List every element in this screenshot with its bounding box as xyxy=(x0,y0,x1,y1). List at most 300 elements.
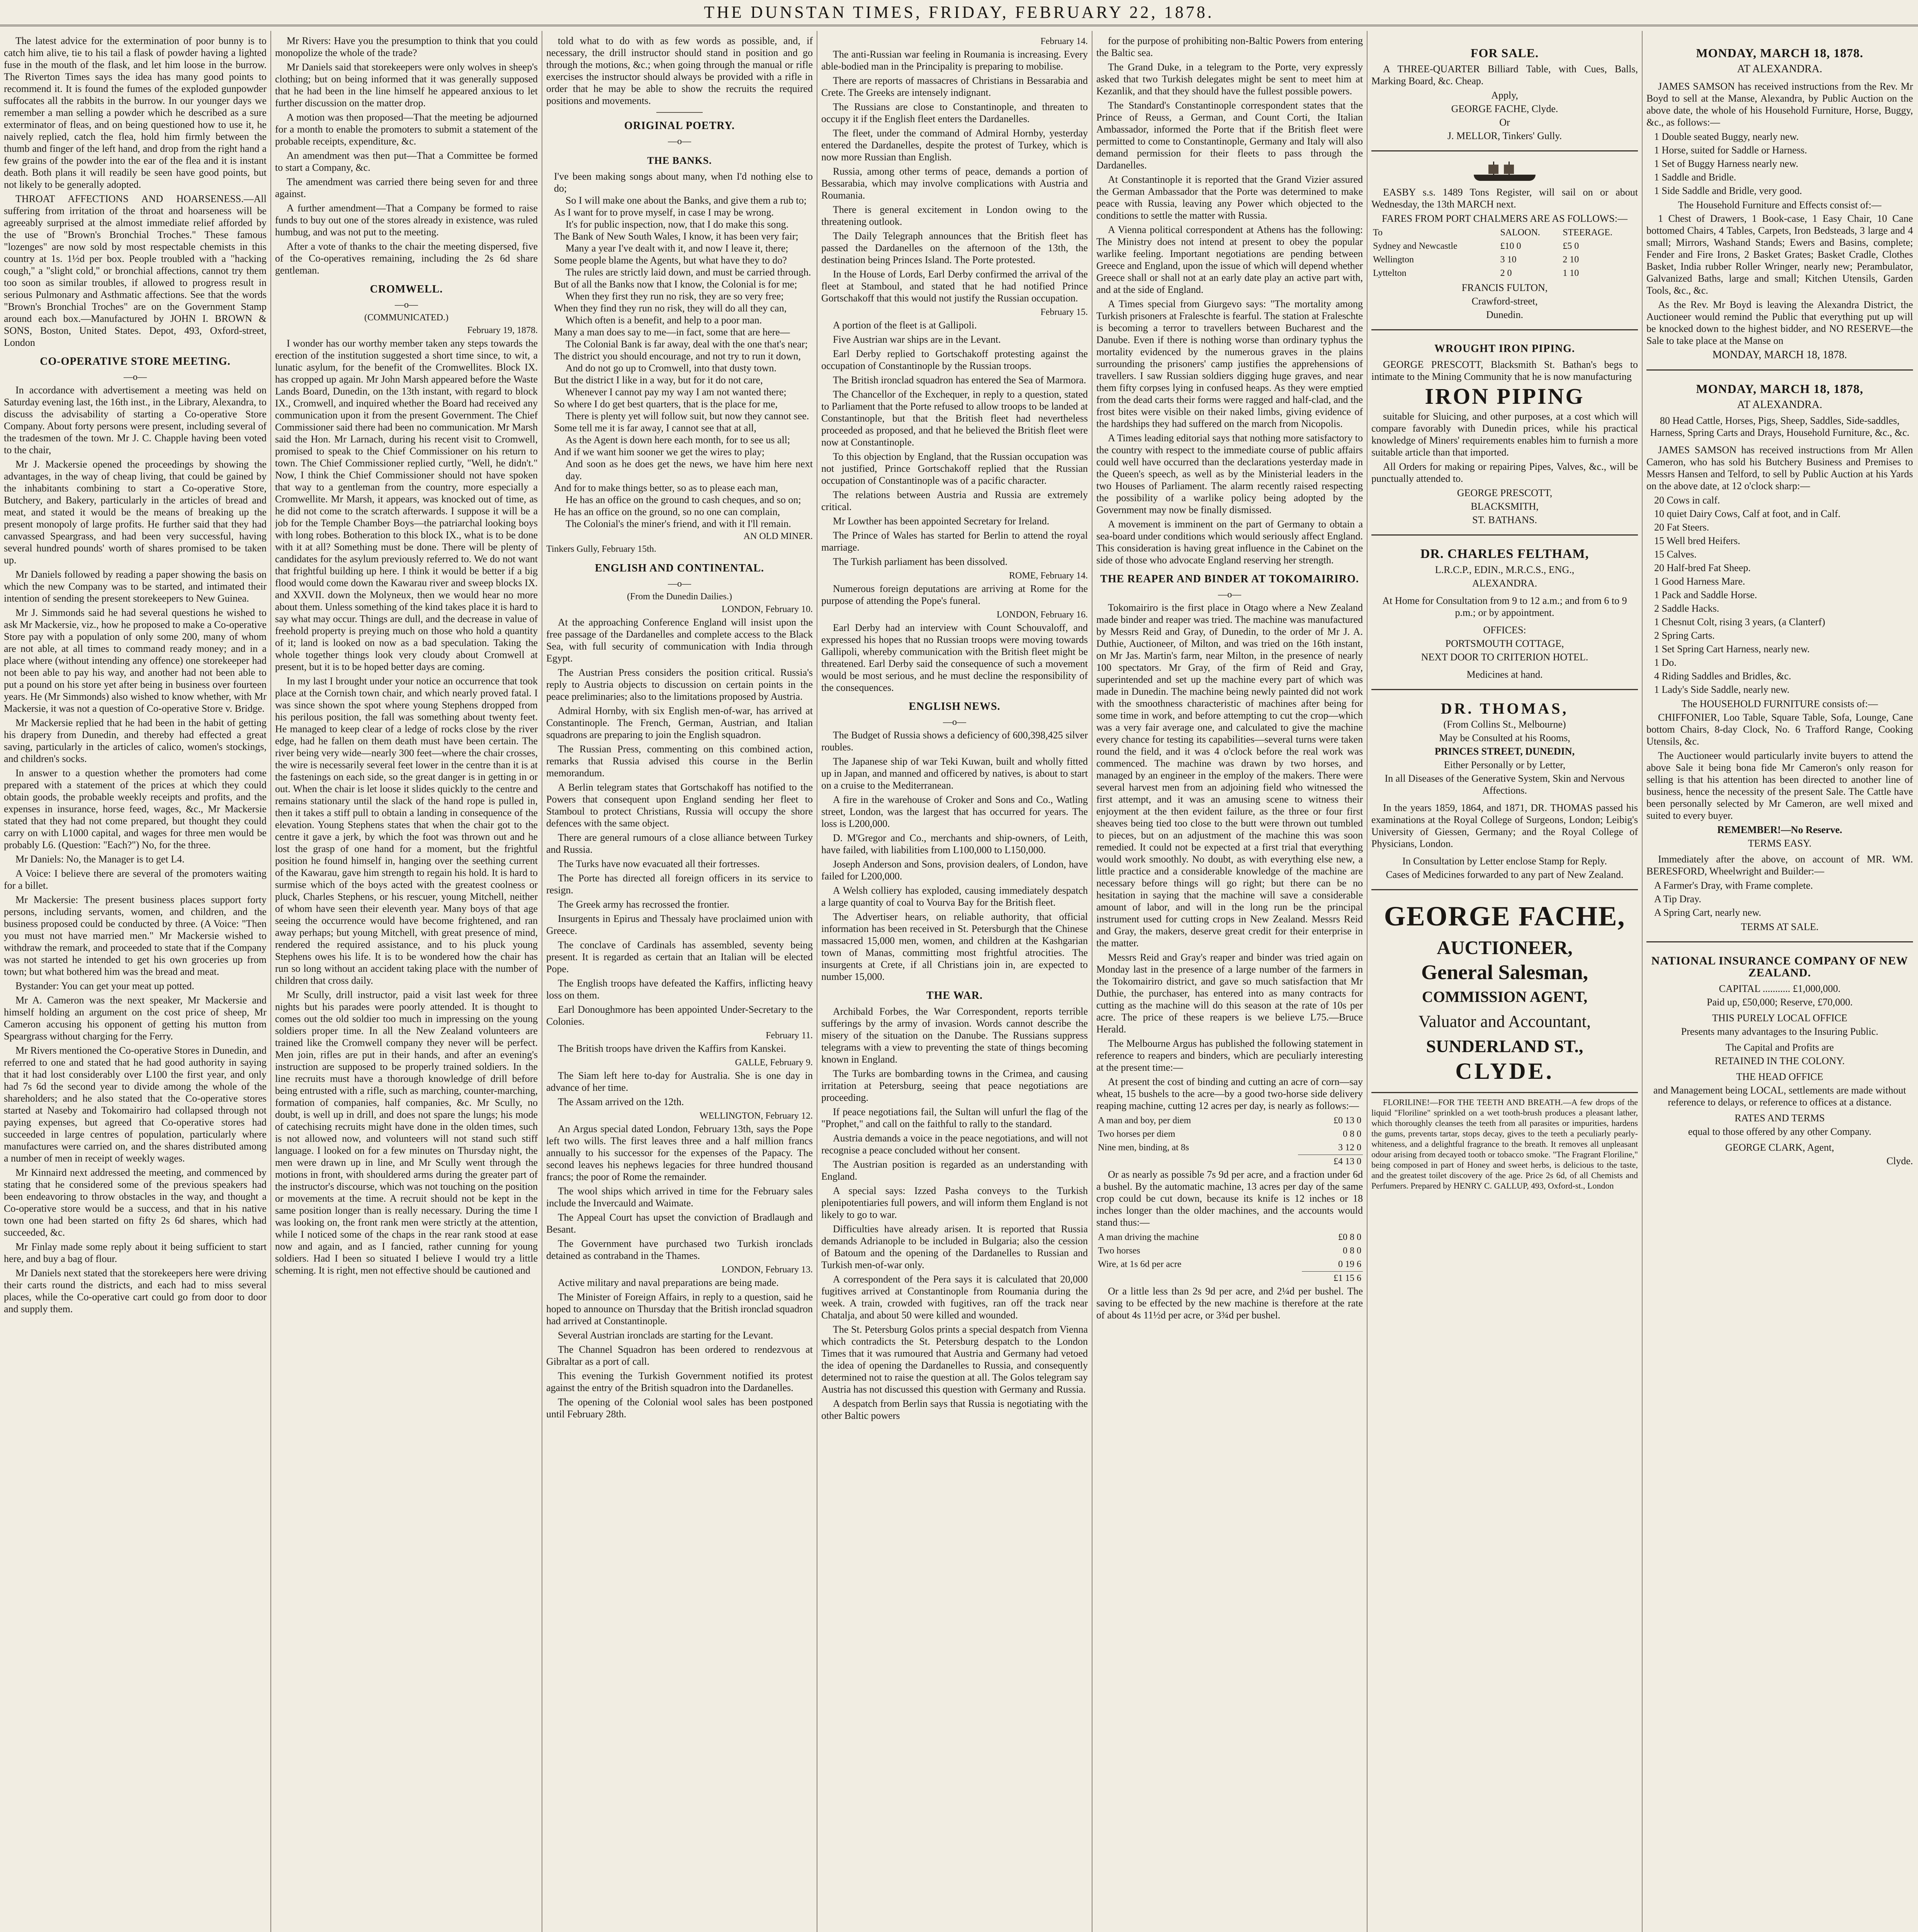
article-paragraph: The Channel Squadron has been ordered to rendezvous at Gibraltar as a port of call. xyxy=(546,1344,813,1367)
table-cell: Wire, at 1s 6d per acre xyxy=(1098,1259,1182,1270)
ad-heading: DR. THOMAS, xyxy=(1441,700,1569,717)
column-rule xyxy=(1367,31,1368,1932)
poem-line: When they first they run no risk, they are so very free; xyxy=(566,291,784,302)
table-cell: Nine men, binding, at 8s xyxy=(1098,1143,1189,1153)
article-headline: CO-OPERATIVE STORE MEETING. xyxy=(40,355,231,367)
ad-national-insurance xyxy=(1646,942,1913,1175)
article-paragraph: The Greek army has recrossed the frontier. xyxy=(558,899,729,910)
list-item: 1 Lady's Side Saddle, nearly new. xyxy=(1654,684,1790,695)
poem-line: The rules are strictly laid down, and must be carried through. xyxy=(566,267,811,278)
dateline: February 14. xyxy=(1040,36,1088,46)
poem-line: Some people blame the Agents, but what have they to do? xyxy=(554,255,787,266)
article-paragraph: The Russians are close to Constantinople, and threaten to occupy it if the English fleet enters the Dardanelles. xyxy=(821,101,1088,124)
byline: (COMMUNICATED.) xyxy=(364,313,448,323)
ad-samson-boyd-sale xyxy=(1646,35,1913,371)
byline: (From the Dunedin Dailies.) xyxy=(627,592,732,602)
cost-table xyxy=(1096,1231,1363,1285)
separator: —o— xyxy=(1218,590,1241,600)
ad-display-text: AUCTIONEER, xyxy=(1437,937,1573,958)
article-paragraph: Mr Daniels said that storekeepers were only wolves in sheep's clothing; but on being informed that it was generally supposed that he had been in the line himself he appeared anxious to let further discussion on the matter drop. xyxy=(275,61,538,109)
table-row xyxy=(1096,1141,1363,1155)
table-cell: 2 0 xyxy=(1500,268,1512,278)
list-item: 20 Cows in calf. xyxy=(1654,495,1720,506)
ad-text: The Auctioneer would particularly invite buyers to attend the above Sale it being bona fide Mr Cameron's only reason for selling is that his attention has been directed to another line of business, hence the necessity of the present Sale. The Cattle have been personally selected by Mr Cameron, are well mixed and suited to every buyer. xyxy=(1646,750,1913,821)
item-list xyxy=(1646,879,1913,918)
ad-text: At Home for Consultation from 9 to 12 a.m.; and from 6 to 9 p.m.; or by appointment. xyxy=(1382,595,1627,618)
article-paragraph: Mr Daniels next stated that the storekeepers here were driving their carts round the districts, and each had to miss several places, while the Co-operative cart could go from door to door and supply them. xyxy=(4,1267,267,1315)
article-paragraph: THROAT AFFECTIONS AND HOARSENESS.—All suffering from irritation of the throat and hoarseness will be agreeably surprised at the almost immediate relief afforded by the use of "Brown's Bronchial Troches." These famous "lozenges" are now sold by most respectable chemists in this country at 1s. 1½d per box. People troubled with a "hacking cough," a "slight cold," or bronchial affections, cannot try them too soon as similar troubles, if allowed to progress result in serious Pulmonary and Asthmatic affections. See that the words "Brown's Bronchial Troches" are on the Government Stamp around each box.—Manufactured by JOHN I. BROWN & SONS, Boston, United States. Depot, 493, Oxford-street, London xyxy=(4,193,267,348)
ad-text: In all Diseases of the Generative System, Skin and Nervous Affections. xyxy=(1385,773,1625,796)
article-paragraph: At present the cost of binding and cutting an acre of corn—say wheat, 15 bushels to the acre—by a good two-horse side delivery reaping machine, cutting 12 acres per day, is nearly as follows:— xyxy=(1096,1076,1363,1111)
article-paragraph: The Austrian Press considers the position critical. Russia's reply to Austria objects to discussion on certain points in the peace preliminaries; also to the limitations proposed by Austria. xyxy=(546,667,813,702)
ad-text: CAPITAL ........... £1,000,000. xyxy=(1719,983,1841,994)
list-item: A Tip Dray. xyxy=(1654,893,1701,905)
article-paragraph: In accordance with advertisement a meeting was held on Saturday evening last, the 16th inst., in the Library, Alexandra, to discuss the advisability of starting a Co-operative Store Company. About forty persons were present, including several of the tradesmen of the town. Mr J. C. Chapple having been voted to the chair, xyxy=(4,384,267,456)
poem-title: THE BANKS. xyxy=(647,155,712,166)
ad-name: GEORGE CLARK, Agent, xyxy=(1725,1142,1834,1153)
ad-text: EASBY s.s. 1489 Tons Register, will sail on or about Wednesday, the 13th MARCH next. xyxy=(1371,187,1638,210)
separator: —o— xyxy=(668,136,691,146)
article-paragraph: The Turks have now evacuated all their fortresses. xyxy=(558,858,760,869)
ad-heading: FOR SALE. xyxy=(1470,46,1539,60)
ad-text: A THREE-QUARTER Billiard Table, with Cues, Balls, Marking Board, &c. Cheap. xyxy=(1371,63,1638,87)
ad-text: Dunedin. xyxy=(1486,309,1524,320)
ad-heading: DR. CHARLES FELTHAM, xyxy=(1420,547,1589,561)
ad-name: FRANCIS FULTON, xyxy=(1461,282,1548,293)
article-paragraph: Numerous foreign deputations are arriving at Rome for the purpose of attending the Pope's funeral. xyxy=(821,583,1088,606)
article-paragraph: A Times special from Giurgevo says: "The mortality among Turkish prisoners at Fraleschte is fearful. The station at Fraleschte is becoming a terror to travellers between Bucharest and the Danube. Even if there is nothing worse than ordinary typhus the mortality evidenced by the numerous graves in the plains surrounding the prisoners' camp justifies the apprehensions of travellers. I saw Russian soldiers digging huge graves, and near them fifty corpses lying in confused heaps. As they were emptied from the dead carts their forms were ragged and half-clad, and the frost bites were visible on their naked limbs, giving evidence of the hardships they had suffered on the march from Nicopolis. xyxy=(1096,298,1363,429)
article-paragraph: The Chancellor of the Exchequer, in reply to a question, stated to Parliament that the Porte refused to allow troops to be landed at Constantinople, but that the British fleet had nevertheless proceeded as proposed, and that he believed the British fleet were now at Constantinople. xyxy=(821,389,1088,448)
poem-line: And do not go up to Cromwell, into that dusty town. xyxy=(566,362,776,374)
article-paragraph: Mr Kinnaird next addressed the meeting, and commenced by stating that he considered some of the previous speakers had been endeavoring to throw obstacles in the way, and thought a Co-operative store would be a success, and that in his native town one had been started on fifty 2s 6d shares, which had succeeded, &c. xyxy=(4,1167,267,1238)
column-7 xyxy=(1646,35,1913,1932)
table-cell: 2 10 xyxy=(1563,255,1579,265)
poem-line: Whenever I cannot pay my way I am not wanted there; xyxy=(566,386,787,398)
poem-line: It's for public inspection, now, that I do make this song. xyxy=(566,219,789,230)
article-paragraph: The Budget of Russia shows a deficiency of 600,398,425 silver roubles. xyxy=(821,730,1088,753)
article-paragraph: In answer to a question whether the promoters had come prepared with a statement of the prices at which they could obtain goods, the probable weekly receipts and profits, and the expenses in insurance, horse feed, wages, &c., Mr Mackersie stated that they had not come prepared, but thought they could carry on with L1000 capital, and wages for three men would be probably L6. (Question: "Each?") No, for the three. xyxy=(4,767,267,850)
poem-line: As the Agent is down here each month, for to see us all; xyxy=(566,434,790,446)
poem-line: He has an office on the ground, so no one can complain, xyxy=(554,506,780,517)
article-paragraph: A movement is imminent on the part of Germany to obtain a sea-board under conditions which would seriously affect England. This consideration is having great influence in the Cabinet on the side of those who advocate England reserving her strength. xyxy=(1096,519,1363,566)
table-cell: 0 19 6 xyxy=(1338,1259,1361,1269)
ad-text: Cases of Medicines forwarded to any part of New Zealand. xyxy=(1386,869,1624,880)
dateline: WELLINGTON, February 12. xyxy=(700,1111,813,1121)
poem xyxy=(546,170,813,530)
article-headline: THE WAR. xyxy=(926,990,983,1002)
table-row xyxy=(1096,1272,1363,1286)
column-6 xyxy=(1371,35,1638,1932)
table-row xyxy=(1096,1114,1363,1128)
list-item: 10 quiet Dairy Cows, Calf at foot, and in Calf. xyxy=(1654,508,1841,519)
article-paragraph: Archibald Forbes, the War Correspondent, reports terrible sufferings by the army of invasion. Words cannot describe the misery of the situation on the Danube. The Russians suppress telegrams with a view to preventing the state of things becoming known in England. xyxy=(821,1006,1088,1065)
article-paragraph: I wonder has our worthy member taken any steps towards the erection of the institution suggested a short time since, to wit, a lunatic asylum, for the benefit of the Cromwellites. Block IX. has cropped up again. Mr John Marsh appeared before the Waste Lands Board, Dunedin, on the 13th instant, with regard to block IX., Cromwell, and inquired whether the Board had received any communication upon it from the present Government. The Chief Commissioner said there had been no communication. Mr Marsh said the Hon. Mr Larnach, during his recent visit to Cromwell, promised to speak to the Chief Commissioner on his return to town. The Chief Commissioner replied curtly, "Well, he didn't." Now, I think the Chief Commissioner should not have spoken that way to a gentleman from the country, more especially a Cromwellite. Mr Marsh, it appears, was knocked out of time, as he did not come to the scratch afterwards. I suppose it will be a job for the Temple Chamber Boys—the patriarchal looking boys with long robes. Botheration to this block IX., what is to be done with it at all? Something must be done. There will be plenty of candidates for the asylum previously referred to. We do not want that frightful building up here. I think it would be better if a big flood would come down the Kawarau river and sweep blocks IX. and XXVII. down the Molyneux, then we would hear no more about them. Unless something of the kind takes place it is hard to say what may occur. Things are dull, and the decrease in value of freehold property is preying much on those who hold a quantity of it; land is looked on now as a bad speculation. Taking the whole together things look very cloudy about Cromwell at present, but it is to be hoped better days are coming. xyxy=(275,338,538,672)
poem-line: But of all the Banks now that I know, the Colonial is for me; xyxy=(554,279,797,290)
article-paragraph: The anti-Russian war feeling in Roumania is increasing. Every able-bodied man in the Principality is preparing to mobilise. xyxy=(821,49,1088,72)
table-header: To xyxy=(1373,228,1383,238)
poem-line: And soon as he does get the news, we have him here next day. xyxy=(566,458,813,481)
ad-text: Paid up, £50,000; Reserve, £70,000. xyxy=(1707,997,1853,1008)
ad-dr-thomas xyxy=(1371,690,1638,890)
ad-heading: WROUGHT IRON PIPING. xyxy=(1434,343,1575,355)
article-paragraph: There is general excitement in London owing to the threatening outlook. xyxy=(821,204,1088,227)
table-cell: £0 8 0 xyxy=(1338,1232,1361,1242)
article-headline: ORIGINAL POETRY. xyxy=(624,120,735,132)
article-paragraph: There are general rumours of a close alliance between Turkey and Russia. xyxy=(546,832,813,855)
separator: —o— xyxy=(668,579,691,589)
table-row xyxy=(1096,1244,1363,1258)
table-cell: £4 13 0 xyxy=(1298,1155,1363,1169)
list-item: 1 Horse, suited for Saddle or Harness. xyxy=(1654,145,1807,156)
article-paragraph: Admiral Hornby, with six English men-of-war, has arrived at Constantinople. The French, German, Austrian, and Italian squadrons are preparing to join the English squadron. xyxy=(546,705,813,740)
ad-george-fache xyxy=(1371,890,1638,1093)
divider xyxy=(656,112,703,113)
article-paragraph: At Constantinople it is reported that the Grand Vizier assured the German Ambassador that the Porte was determined to make peace with Russia, leaving any Power which objected to the conditions to settle the matter with Russia. xyxy=(1096,174,1363,221)
poem-line: Many a year I've dealt with it, and now I leave it, there; xyxy=(566,243,788,254)
article-paragraph: The St. Petersburg Golos prints a special despatch from Vienna which contradicts the St. Petersburg despatch to the London Times that it was rumoured that Austria and Germany had vetoed the idea of opening the Dardanelles to Russia, and consequently determined not to raise the question at all. The Golos telegram say Austria has not discussed this question with Germany and Russia. xyxy=(821,1324,1088,1395)
article-paragraph: A despatch from Berlin says that Russia is negotiating with the other Baltic powers xyxy=(821,1398,1088,1421)
article-paragraph: The Turks are bombarding towns in the Crimea, and causing irritation at Petersburg, seeing that peace negotiations are proceeding. xyxy=(821,1068,1088,1103)
table-cell: £5 0 xyxy=(1563,241,1579,251)
article-paragraph: The Assam arrived on the 12th. xyxy=(558,1096,684,1107)
article-paragraph: Earl Donoughmore has been appointed Under-Secretary to the Colonies. xyxy=(546,1004,813,1027)
poem-line: As I want for to prove myself, in case I may be wrong. xyxy=(554,207,774,218)
ad-text: OFFICES: xyxy=(1483,624,1526,636)
dateline: February 19, 1878. xyxy=(467,325,538,335)
article-paragraph: The British troops have driven the Kaffirs from Kanskei. xyxy=(558,1043,786,1054)
column-5 xyxy=(1096,35,1363,1932)
ad-for-sale xyxy=(1371,35,1638,151)
article-paragraph: In the House of Lords, Earl Derby confirmed the arrival of the fleet at Stamboul, and stated that he had notified Prince Gortschakoff that this would not justify the Russian occupation. xyxy=(821,269,1088,304)
article-paragraph: Earl Derby had an interview with Count Schouvaloff, and expressed his hopes that no Russian troops were moving towards Gallipoli, whereby communication with the British fleet might be threatened. Earl Derby said the consequence of such a movement would be most serious, and he must decline the responsibility of the consequences. xyxy=(821,622,1088,693)
separator: —o— xyxy=(943,717,966,727)
article-paragraph: Mr J. Simmonds said he had several questions he wished to ask Mr Mackersie, viz., how he proposed to make a Co-operative Store pay with a population of only some 200, many of whom are not able, at all times to command ready money; and in a place where (without intending any offence) one storekeeper had not been able to pay his way, and another had not been able to put a pound on his store yet after being in business over fourteen years. He (Mr Simmonds) also wished to know whether, with Mr Mackersie, it was not a question of Co-operative Store v. Bridge. xyxy=(4,607,267,714)
article-paragraph: The Prince of Wales has started for Berlin to attend the royal marriage. xyxy=(821,530,1088,553)
ad-text: TERMS EASY. xyxy=(1748,838,1812,849)
list-item: 2 Saddle Hacks. xyxy=(1654,603,1719,614)
ad-text: The Household Furniture and Effects consist of:— xyxy=(1678,199,1882,211)
article-paragraph: A Voice: I believe there are several of the promoters waiting for a billet. xyxy=(4,868,267,891)
article-paragraph: A motion was then proposed—That the meeting be adjourned for a month to enable the promoters to submit a statement of the probable receipts, expenditure, &c. xyxy=(275,112,538,147)
poem-line: He has an office on the ground to cash cheques, and so on; xyxy=(566,494,801,505)
table-cell xyxy=(1096,1155,1298,1169)
article-paragraph: Mr Rivers: Have you the presumption to think that you could monopolize the whole of the trade? xyxy=(275,35,538,58)
article-paragraph: A correspondent of the Pera says it is calculated that 20,000 fugitives arrived at Constantinople from Roumania during the week. A train, crowded with fugitives, ran off the track near Chatalja, and about 50 were killed and wounded. xyxy=(821,1274,1088,1321)
article-paragraph: Joseph Anderson and Sons, provision dealers, of London, have failed for L200,000. xyxy=(821,859,1088,882)
article-paragraph: D. M'Gregor and Co., merchants and ship-owners, of Leith, have failed, with liabilities from L100,000 to L150,000. xyxy=(821,832,1088,855)
table-cell: A man and boy, per diem xyxy=(1098,1116,1191,1126)
ad-text: PORTSMOUTH COTTAGE, xyxy=(1445,638,1564,649)
article-paragraph: Mr Scully, drill instructor, paid a visit last week for three nights but his parades were poorly attended. It is thought to comes out the old soldier too much in impressing on the young soldiers proper time. In all the New Zealand volunteers are trained like the Cromwell company they never will be perfect. Men join, rifles are put in their hands, and after an evening's instruction are supposed to be properly trained soldiers. In the line recruits must have a thorough knowledge of drill before being entrusted with a rifle, such as marching, counter-marching, formation of companies, half companies, &c. Mr Scully, no doubt, is well up in drill, and does not spare the lungs; his mode of catechising recruits might have done in the olden times, such is not allowed now, and volunteers will not stand such stiff language. I looked on for a few minutes on Thursday night, the men were drawn up in line, and Mr Scully went through the motions in front, with shouldered arms during the greater part of the instructor's discourse, which was not touching on the position or movements at the time. A recruit should not be kept in the same position longer than is really necessary. During the time I was looking on, the front rank men were strictly at the attention, while I noticed some of the chaps in the rear rank stood at ease now and again, and as I fancied, rather cunning for young soldiers. Had I been so situated I believe I would try a little scheming. It is right, men not effective should be cautioned and xyxy=(275,989,538,1276)
article-paragraph: A further amendment—That a Company be formed to raise funds to buy out one of the stores already in existence, was ruled humbug, and was not put to the meeting. xyxy=(275,202,538,238)
ad-text: RETAINED IN THE COLONY. xyxy=(1714,1055,1845,1066)
ad-text: (From Collins St., Melbourne) xyxy=(1443,719,1566,730)
article-paragraph: The Austrian position is regarded as an understanding with England. xyxy=(821,1159,1088,1182)
article-paragraph: Active military and naval preparations are being made. xyxy=(558,1277,779,1288)
ad-text: JAMES SAMSON has received instructions from Mr Allen Cameron, who has sold his Butchery Business and Premises to Messrs Hansen and Telford, to sell by Public Auction at his Yards on the above date, at 12 o'clock sharp:— xyxy=(1646,444,1913,492)
ad-name: GEORGE FACHE, Clyde. xyxy=(1451,103,1558,114)
poem-line: Some tell me it is far away, I cannot see that at all, xyxy=(554,422,756,434)
article-paragraph: The British ironclad squadron has entered the Sea of Marmora. xyxy=(833,374,1086,386)
table-row xyxy=(1371,253,1638,267)
article-paragraph: At the approaching Conference England will insist upon the free passage of the Dardanelles and complete access to the Black Sea, with full security of communication with India through Egypt. xyxy=(546,617,813,664)
article-paragraph: The wool ships which arrived in time for the February sales include the Invercauld and Waimate. xyxy=(546,1185,813,1209)
article-paragraph: An Argus special dated London, February 13th, says the Pope left two wills. The first leaves three and a half million francs annually to his successor for the expenses of the Papacy. The second leaves his nephews legacies for three hundred thousand francs; the poor of Rome the remainder. xyxy=(546,1123,813,1182)
article-paragraph: The fleet, under the command of Admiral Hornby, yesterday entered the Dardanelles, despite the protest of Turkey, which is now more Russian than English. xyxy=(821,128,1088,163)
article-paragraph: Bystander: You can get your meat up potted. xyxy=(15,980,194,992)
table-row xyxy=(1096,1258,1363,1272)
ad-text: FARES FROM PORT CHALMERS ARE AS FOLLOWS:— xyxy=(1381,213,1628,224)
article-paragraph: The Daily Telegraph announces that the British fleet has passed the Dardanelles on the afternoon of the 13th, the destination being Princes Island. The Porte protested. xyxy=(821,230,1088,265)
column-rule xyxy=(1642,31,1643,1932)
list-item: 1 Pack and Saddle Horse. xyxy=(1654,589,1757,600)
table-cell: 0 8 0 xyxy=(1343,1246,1361,1256)
dateline: GALLE, February 9. xyxy=(735,1058,813,1068)
article-paragraph: The conclave of Cardinals has assembled, seventy being present. It is regarded as certain that an Italian will be elected Pope. xyxy=(546,939,813,975)
column-3 xyxy=(546,35,813,1932)
table-row xyxy=(1096,1128,1363,1141)
cost-table xyxy=(1096,1114,1363,1168)
table-header: STEERAGE. xyxy=(1563,228,1612,238)
table-cell: 0 8 0 xyxy=(1343,1129,1361,1139)
article-paragraph: Mr Mackersie: The present business places support forty persons, including servants, women, and children, and the business proposed could be conducted by three. (A Voice: "Then you must not have married men." Mr Mackersie wished to withdraw the remark, and proceeded to state that if the Company was not started he intended to get his own groceries up from town; but what bothered him was the bread and meat. xyxy=(4,894,267,977)
poem-line: And for to make things better, so as to please each man, xyxy=(554,482,778,493)
article-paragraph: The Grand Duke, in a telegram to the Porte, very expressly asked that two Turkish delegates might be sent to meet him at Kezanlik, and that they should have the fullest possible powers. xyxy=(1096,61,1363,97)
article-headline: ENGLISH AND CONTINENTAL. xyxy=(595,562,764,574)
article-paragraph: Russia, among other terms of peace, demands a portion of Bessarabia, which may involve complications with Austria and Roumania. xyxy=(821,166,1088,201)
list-item: 15 Well bred Heifers. xyxy=(1654,535,1740,546)
article-paragraph: Mr A. Cameron was the next speaker, Mr Mackersie and himself holding an argument on the cost price of sheep, Mr Cameron accusing his opponent of getting his mutton from Speargrass without charging for the Ferry. xyxy=(4,995,267,1042)
table-cell: Sydney and Newcastle xyxy=(1373,241,1458,251)
article-paragraph: There are reports of massacres of Christians in Bessarabia and Crete. The Greeks are intensely indignant. xyxy=(821,75,1088,98)
article-paragraph: The opening of the Colonial wool sales has been postponed until February 28th. xyxy=(546,1396,813,1420)
table-header: SALOON. xyxy=(1500,228,1540,238)
column-rule xyxy=(270,31,271,1932)
list-item: 1 Do. xyxy=(1654,657,1677,668)
poem-line: And if we want him sooner we get the wires to play; xyxy=(554,446,765,457)
ad-text: Presents many advantages to the Insuring Public. xyxy=(1681,1026,1879,1037)
ad-text: Clyde. xyxy=(1886,1155,1913,1167)
article-paragraph: The Appeal Court has upset the conviction of Bradlaugh and Besant. xyxy=(546,1212,813,1235)
article-headline: ENGLISH NEWS. xyxy=(909,701,1001,713)
list-item: 1 Saddle and Bridle. xyxy=(1654,172,1736,183)
article-paragraph: Difficulties have already arisen. It is reported that Russia demands Adrianople to be included in Bulgaria; also the cession of Batoum and the opening of the Dardanelles to Russian and Turkish men-of-war only. xyxy=(821,1223,1088,1270)
item-list xyxy=(1646,131,1913,197)
ad-text: Medicines at hand. xyxy=(1466,669,1543,680)
ad-shipping xyxy=(1371,151,1638,330)
list-item: 2 Spring Carts. xyxy=(1654,630,1715,641)
ad-text: ST. BATHANS. xyxy=(1472,514,1537,526)
article-paragraph: The amendment was carried there being seven for and three against. xyxy=(275,176,538,199)
ad-text: TERMS AT SALE. xyxy=(1741,921,1819,932)
ad-text: 1 Chest of Drawers, 1 Book-case, 1 Easy Chair, 10 Cane bottomed Chairs, 4 Tables, Carpets, Iron Bedsteads, 3 large and 4 small; Mirrors, Washand Stands; Ewers and Basins, complete; Fender and Fire Irons, 2 Basket Grates; Basket Cradle, Clothes Basket, India rubber Roller Wringer, nearly new; Perambulator, Galvanized Baths, large and small; Kitchen Utensils, Garden Tools, &c., &c. xyxy=(1646,213,1913,296)
poem-line: When they find they run no risk, they will do all they can, xyxy=(554,303,787,314)
article-paragraph: The Porte has directed all foreign officers in its service to resign. xyxy=(546,872,813,896)
separator: —o— xyxy=(395,300,418,310)
ad-text: 80 Head Cattle, Horses, Pigs, Sheep, Saddles, Side-saddles, Harness, Spring Carts and Drays, Household Furniture, &c., &c. xyxy=(1650,415,1910,438)
article-headline: CROMWELL. xyxy=(370,283,443,295)
poem-signature: AN OLD MINER. xyxy=(743,531,813,541)
list-item: A Spring Cart, nearly new. xyxy=(1654,907,1762,918)
table-row xyxy=(1096,1155,1363,1169)
dateline: ROME, February 14. xyxy=(1009,571,1088,581)
article-paragraph: The Advertiser hears, on reliable authority, that official information has been received in St. Petersburgh that the Chinese massacred 15,000 men, women, and children at the Kashgarian town of Manas, committing most frightful atrocities. The insurgents at Crete, if all Christians join in, are expected to number 15,000. xyxy=(821,911,1088,982)
ad-text: In Consultation by Letter enclose Stamp for Reply. xyxy=(1402,855,1607,867)
table-cell: Wellington xyxy=(1373,255,1414,265)
article-paragraph: The Russian Press, commenting on this combined action, remarks that Russia advised this course in the Berlin memorandum. xyxy=(546,743,813,779)
ad-display-text: COMMISSION AGENT, xyxy=(1422,988,1588,1005)
article-paragraph: A fire in the warehouse of Croker and Sons and Co., Watling street, London, was the largest that has occurred for years. The loss is L200,000. xyxy=(821,794,1088,829)
article-paragraph: Mr Lowther has been appointed Secretary for Ireland. xyxy=(833,515,1050,527)
article-paragraph: Insurgents in Epirus and Thessaly have proclaimed union with Greece. xyxy=(546,913,813,936)
article-paragraph: The relations between Austria and Russia are extremely critical. xyxy=(821,489,1088,512)
article-paragraph: The English troops have defeated the Kaffirs, inflicting heavy loss on them. xyxy=(546,978,813,1001)
list-item: 1 Double seated Buggy, nearly new. xyxy=(1654,131,1799,142)
ad-text: Either Personally or by Letter, xyxy=(1444,759,1566,770)
poem-line: The Bank of New South Wales, I know, it has been very fair; xyxy=(554,231,798,242)
poem-line: The Colonial Bank is far away, deal with the one that's near; xyxy=(566,338,808,350)
article-paragraph: Mr Finlay made some reply about it being sufficient to start here, and buy a bag of flour. xyxy=(4,1241,267,1264)
ad-display-text: IRON PIPING xyxy=(1425,384,1585,409)
ad-text: THE HEAD OFFICE xyxy=(1736,1071,1823,1082)
list-item: 1 Chesnut Colt, rising 3 years, (a Clanterf) xyxy=(1654,616,1825,628)
list-item: 15 Calves. xyxy=(1654,549,1697,560)
ad-text: NEXT DOOR TO CRITERION HOTEL. xyxy=(1421,651,1588,663)
column-2 xyxy=(275,35,538,1932)
poem-line: So where I do get best quarters, that is the place for me, xyxy=(554,398,778,410)
article-paragraph: A special says: Izzed Pasha conveys to the Turkish plenipotentiaries full powers, and will inform them England is not likely to go to war. xyxy=(821,1185,1088,1220)
list-item: 4 Riding Saddles and Bridles, &c. xyxy=(1654,670,1791,682)
ad-text: RATES AND TERMS xyxy=(1735,1112,1825,1124)
list-item: 1 Good Harness Mare. xyxy=(1654,576,1745,587)
ad-text: and Management being LOCAL, settlements are made without reference to delays, or reference to offices at a distance. xyxy=(1653,1085,1906,1108)
poem-line: Many a man does say to me—in fact, some that are here— xyxy=(554,327,790,338)
article-paragraph: Mr Daniels followed by reading a paper showing the basis on which the new Company was to be started, and intimated their intention of sending the present storekeepers to New Guinea. xyxy=(4,569,267,604)
article-paragraph: Earl Derby replied to Gortschakoff protesting against the occupation of Constantinople by the Russian troops. xyxy=(821,348,1088,371)
ad-text: equal to those offered by any other Company. xyxy=(1688,1126,1872,1137)
article-paragraph: After a vote of thanks to the chair the meeting dispersed, five of the Co-operatives remaining, including the 2s 6d share gentleman. xyxy=(275,241,538,276)
article-paragraph: A portion of the fleet is at Gallipoli. xyxy=(833,320,977,331)
ad-display-text: General Salesman, xyxy=(1421,961,1588,984)
poem-line: But the district I like in a way, but for it do not care, xyxy=(554,374,763,386)
article-paragraph: A Welsh colliery has exploded, causing immediately despatch a large quantity of coal to Vourva Bay for the British fleet. xyxy=(821,885,1088,908)
table-cell: 3 12 0 xyxy=(1338,1143,1361,1153)
article-paragraph: told what to do with as few words as possible, and, if necessary, the drill instructor should stand in position and go through the motions, &c.; when going through the manual or rifle exercises the instructor should always be provided with a rifle in order that he may be able to show the recruits the required positions and movements. xyxy=(546,35,813,106)
ad-text: The HOUSEHOLD FURNITURE consists of:— xyxy=(1681,698,1878,709)
article-paragraph: This evening the Turkish Government notified its protest against the entry of the British squadron into the Dardanelles. xyxy=(546,1370,813,1393)
fares-table xyxy=(1371,226,1638,280)
article-paragraph: The Japanese ship of war Teki Kuwan, built and wholly fitted up in Japan, and manned and officered by natives, is about to start on a cruise to the Mediterranean. xyxy=(821,756,1088,791)
article-paragraph: Mr Mackersie replied that he had been in the habit of getting his drapery from Dunedin, and thereby had effected a great saving, particularly in the articles of calico, women's stockings, and children's socks. xyxy=(4,717,267,764)
ad-text: The Capital and Profits are xyxy=(1725,1042,1834,1053)
ad-text: Crawford-street, xyxy=(1471,296,1538,307)
ad-text: L.R.C.P., EDIN., M.R.C.S., ENG., xyxy=(1435,564,1575,575)
column-4 xyxy=(821,35,1088,1932)
ad-text: CHIFFONIER, Loo Table, Square Table, Sofa, Lounge, Cane bottom Chairs, 8-day Clock, No. 6 Trafford Range, Cooking Utensils, &c. xyxy=(1646,712,1913,747)
ad-heading: NATIONAL INSURANCE COMPANY OF NEW ZEALAND. xyxy=(1651,954,1908,979)
table-cell: Two horses xyxy=(1098,1246,1140,1256)
ad-samson-cameron-sale xyxy=(1646,371,1913,942)
ad-text: JAMES SAMSON has received instructions from the Rev. Mr Boyd to sell at the Manse, Alexandra, by Public Auction on the above date, the whole of his Household Furniture, Horse, Buggy, &c., as follows:— xyxy=(1646,81,1913,128)
table-row xyxy=(1371,226,1638,240)
ad-text: suitable for Sluicing, and other purposes, at a cost which will compare favorably with Dunedin prices, while his practical knowledge of Miners' requirements enables him to furnish a more suitable article than that imported. xyxy=(1371,411,1638,458)
article-paragraph: Mr Rivers mentioned the Co-operative Stores in Dunedin, and referred to one and stated that he had good authority in saying that it had lost considerably over L100 the first year, and only had 7s 6d the second year to divide among the whole of the shareholders; and he also stated that the Co-operative stores started at Naseby and Tokomairiro had collapsed through not paying expenses, but agreed that Co-operative stores had succeeded in large centres of population, particularly where manufactures were carried on, and the shares distributed among a number of men in receipt of weekly wages. xyxy=(4,1045,267,1164)
table-cell: £10 0 xyxy=(1500,241,1521,251)
ad-text: May be Consulted at his Rooms, xyxy=(1439,732,1570,743)
table-cell: £1 15 6 xyxy=(1302,1272,1363,1286)
article-paragraph: Or a little less than 2s 9d per acre, and 2¼d per bushel. The saving to be effected by the new machine is therefore at the rate of about 4s 11½d per acre, or 3¾d per bushel. xyxy=(1096,1286,1363,1321)
article-paragraph: for the purpose of prohibiting non-Baltic Powers from entering the Baltic sea. xyxy=(1096,35,1363,58)
table-row xyxy=(1371,240,1638,253)
article-paragraph: Or as nearly as possible 7s 9d per acre, and a fraction under 6d a bushel. By the automatic machine, 13 acres per day of the same crop could be cut down, because its knife is 12 inches or 18 inches longer than the older machines, and the accounts would stand thus:— xyxy=(1096,1169,1363,1228)
article-paragraph: Austria demands a voice in the peace negotiations, and will not recognise a peace concluded without her consent. xyxy=(821,1133,1088,1156)
item-list xyxy=(1646,494,1913,696)
list-item: A Farmer's Dray, with Frame complete. xyxy=(1654,880,1813,891)
table-row xyxy=(1371,267,1638,280)
ad-text: BLACKSMITH, xyxy=(1471,501,1539,512)
table-cell: £0 13 0 xyxy=(1334,1116,1361,1126)
ad-heading: MONDAY, MARCH 18, 1878. xyxy=(1696,46,1864,60)
ad-display-text: Valuator and Accountant, xyxy=(1419,1012,1591,1031)
article-paragraph: Five Austrian war ships are in the Levant. xyxy=(833,334,1001,345)
table-cell: Two horses per diem xyxy=(1098,1129,1176,1139)
article-paragraph: Mr Daniels: No, the Manager is to get L4. xyxy=(15,854,185,865)
table-row xyxy=(1096,1231,1363,1244)
ad-name: J. MELLOR, Tinkers' Gully. xyxy=(1447,130,1562,141)
list-item: 1 Set Spring Cart Harness, nearly new. xyxy=(1654,643,1810,655)
article-paragraph: The Minister of Foreign Affairs, in reply to a question, said he hoped to announce on Thursday that the British ironclad squadron had arrived at Constantinople. xyxy=(546,1291,813,1327)
dateline: LONDON, February 10. xyxy=(722,604,813,614)
article-paragraph: The Turkish parliament has been dissolved. xyxy=(833,556,1008,567)
table-cell: 3 10 xyxy=(1500,255,1517,265)
article-paragraph: A Vienna political correspondent at Athens has the following: The Ministry does not intend at present to obey the popular warlike feeling. Important negotiations are pending between Greece and England, upon the issue of which will depend whether Greece shall or shall not at an early date play an active part with, and at the side of England. xyxy=(1096,224,1363,295)
article-paragraph: If peace negotiations fail, the Sultan will unfurl the flag of the "Prophet," and call on the faithful to rally to the standard. xyxy=(821,1106,1088,1129)
poem-line: There is plenty yet will follow suit, but now they cannot see. xyxy=(566,410,809,422)
ad-heading: MONDAY, MARCH 18, 1878, xyxy=(1696,382,1864,396)
ad-text: FLORILINE!—FOR THE TEETH AND BREATH.—A few drops of the liquid "Floriline" sprinkled on a wet tooth-brush produces a pleasant lather, which thoroughly cleanses the teeth from all parasites or impurities, hardens the gums, prevents tartar, stops decay, gives to the teeth a peculiarly pearly-whiteness, and a delightful fragrance to the breath. It removes all unpleasant odour arising from decayed tooth or tobacco smoke. "The Fragrant Floriline," being composed in part of Honey and sweet herbs, is delicious to the taste, and the greatest toilet discovery of the age. Price 2s 6d, of all Chemists and Perfumers. Prepared by HENRY C. GALLUP, 493, Oxford-st., London xyxy=(1371,1097,1638,1190)
ad-text: ALEXANDRA. xyxy=(1472,578,1537,589)
article-paragraph: Several Austrian ironclads are starting for the Levant. xyxy=(558,1330,773,1341)
list-item: 1 Set of Buggy Harness nearly new. xyxy=(1654,158,1799,169)
ad-display-text: GEORGE FACHE, xyxy=(1384,901,1626,932)
ad-text: Or xyxy=(1499,117,1510,128)
ad-display-text: SUNDERLAND ST., xyxy=(1426,1036,1583,1056)
article-paragraph: The Melbourne Argus has published the following statement in reference to reapers and binders, which are peculiarly interesting at the present time:— xyxy=(1096,1038,1363,1073)
ad-text: PRINCES STREET, DUNEDIN, xyxy=(1434,746,1575,757)
poem-line: The Colonial's the miner's friend, and with it I'll remain. xyxy=(566,518,791,529)
article-paragraph: In my last I brought under your notice an occurrence that took place at the Cornish town chair, and which nearly proved fatal. I was since shown the spot where young Stephens dropped from his perilous position, the fall was something about twenty feet. He managed to keep clear of a ledge of rocks close by the river edge, had he fallen on them death must have been certain. The river being very wide—nearly 300 feet—where the chair crosses, the wire is necessarily several feet lower in the centre than it is at the fastenings on each side, so the great danger is in getting in or out. When the chair is let loose it slides quickly to the centre and remains stationary until the slack of the hand rope is pulled in, then it takes a stiff pull to obtain a landing in consequence of the elevation. Young Stephens states that when the chair got to the centre it gave a jerk, by which the foot was thrown out and he lost the grasp of one hand for a moment, but the frightful position he found himself in, hanging over the seething current of the Kawarau, gave him strength to regain his hold. It is hard to surmise which of the boys acted with the greatest coolness or pluck, Charles Stephens, or his rescuer, young Mitchell, neither of whom have seen their eleventh year. Many boys of that age seeing the occurrence would have become frightened, and ran away perhaps; but young Mitchell, with great presence of mind, rendered the required assistance, and to his pluck young Stephens owes his life. It is to be wondered how the chair has run so long without an accident taking place with the number of children that cross daily. xyxy=(275,675,538,986)
poem-line: So I will make one about the Banks, and give them a rub to; xyxy=(566,195,807,206)
dateline: LONDON, February 13. xyxy=(722,1265,813,1275)
separator: —o— xyxy=(124,372,147,382)
ad-dr-feltham xyxy=(1371,536,1638,690)
list-item: 20 Fat Steers. xyxy=(1654,522,1709,533)
ad-text: THIS PURELY LOCAL OFFICE xyxy=(1712,1012,1848,1024)
ad-text: In the years 1859, 1864, and 1871, DR. THOMAS passed his examinations at the Royal College of Surgeons, London; Leibig's University of Giessen, Germany; and the Royal College of Physicians, London. xyxy=(1371,802,1638,849)
article-paragraph: The Standard's Constantinople correspondent states that the Prince of Reuss, a German, and Count Corti, the Italian Ambassador, informed the Porte that if the British fleet were permitted to come to Constantinople, Germany and Italy will also demand permission for their fleets to pass through the Dardanelles. xyxy=(1096,100,1363,171)
list-item: 1 Side Saddle and Bridle, very good. xyxy=(1654,185,1802,196)
table-cell: Lyttelton xyxy=(1373,268,1407,278)
article-paragraph: The Siam left here to-day for Australia. She is one day in advance of her time. xyxy=(546,1070,813,1093)
poem-place: Tinkers Gully, February 15th. xyxy=(546,544,656,554)
ad-subheading: AT ALEXANDRA. xyxy=(1737,63,1823,75)
ad-text: GEORGE PRESCOTT, Blacksmith St. Bathan's begs to intimate to the Mining Community that he is now manufacturing xyxy=(1371,359,1638,382)
dateline: LONDON, February 16. xyxy=(997,610,1088,620)
dateline: February 11. xyxy=(766,1031,813,1041)
ad-text: As the Rev. Mr Boyd is leaving the Alexandra District, the Auctioneer would remind the Public that everything put up will be knocked down to the highest bidder, and NO RESERVE—the Sale to take place at the Manse on xyxy=(1646,299,1913,346)
column-1 xyxy=(4,35,267,1932)
ad-text: Apply, xyxy=(1491,90,1518,101)
